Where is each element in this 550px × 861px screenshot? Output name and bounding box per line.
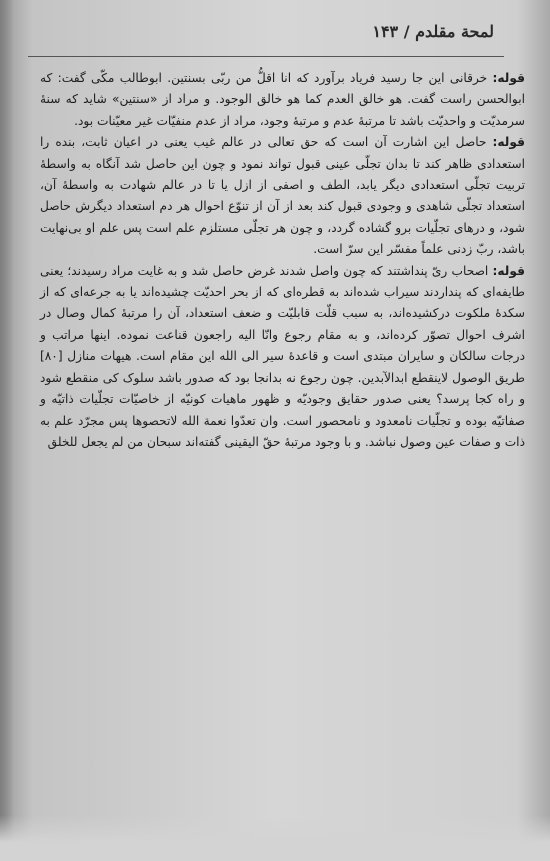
paragraph-label: قوله: <box>492 263 526 278</box>
paragraph <box>40 132 525 260</box>
paragraph <box>40 261 525 454</box>
paragraph-label: قوله: <box>492 71 526 85</box>
paragraph-text: خرقانی این جا رسید فریاد برآورد که انا اقلُّ من ربّی بسنتین. ابوطالب مکّی گفت: که ابوالحسن راست گفت. هو خالق العدم کما هو خالق الوجود. و مراد از «سنتین» شاید که سنهٔ سرمدیّت و واحدیّت باشد تا مرتبهٔ عدم و مرتبهٔ وجود، مراد از عدم منفیّات غیر معیّنات بود. <box>40 71 525 128</box>
page-fade-bottom <box>0 815 550 861</box>
page-shadow-left <box>0 0 14 861</box>
paragraph <box>40 68 525 132</box>
running-header: لمحة مقلدم / ۱۴۳ <box>372 22 494 41</box>
header-divider <box>28 56 504 57</box>
paragraph-text: اصحاب ریّ پنداشتند که چون واصل شدند غرض حاصل شد و به غایت مراد رسیدند؛ یعنی طایفه‌ای که پنداردند سیراب شده‌اند به قطره‌ای که از بحر احدیّت چشیده‌اند یا به جرعه‌ای که از سکدهٔ ملکوت درکشیده‌اند، به سبب قلّت قابلیّت و ضعف استعداد، آن را مرتبهٔ کمال وصال در اشرف احوال تصوّر کرده‌اند، و به مقام رجوع وانّا الیه راجعون قناعت نموده. اینها مراتب و درجات سالکان و سایران مبتدی است و قاعدهٔ سیر الی الله این مقام است. هیهات منازل [۸۰] طریق الوصول لاینقطع ابدالآبدین. چون رجوع نه بدانجا بود که صدور باشد سلوک کی منقطع شود و راه کجا پرسد؟ یعنی صدور حقایق وجودیّه و ظهور ماهیات کونیّه از خاصیّات تجلّیات ذاتیّه و صفاتیّه بوده و تجلّیات نامعدود و نامحصور است. وان تعدّوا نعمة الله لاتحصوها پس مجرّد علم به ذات و صفات عین وصول نباشد. و با وجود مرتبهٔ حقّ الیقینی گفته‌اند سبحان من لم یجعل للخلق <box>40 263 525 449</box>
paragraph-label: قوله: <box>492 135 526 150</box>
paragraph-text: حاصل این اشارت آن است که حق تعالی در عالم غیب یعنی در اعیان ثابت، بنده را استعدادی ظاهر کند تا بدان تجلّی عینی قبول تواند نمود و چون این حاصل شد آنگاه به واسطهٔ تربیت تجلّی استعدادی دیگر یابد، الطف و اصفی از ازل یا تا در عالم شهادت به واسطهٔ آن، استعداد تجلّی شاهدی و وجودی قبول کند بعد از آن از تنوّع احوال هر دم استعداد دیگرش حاصل شود، و درهای تجلّیات برو گشاده گردد، و چون هر تجلّی مستلزم علم است پس علم او بی‌نهایت باشد، ربّ زدنی علماً مفسّر این سرّ است. <box>40 135 525 257</box>
page-body <box>40 68 525 453</box>
